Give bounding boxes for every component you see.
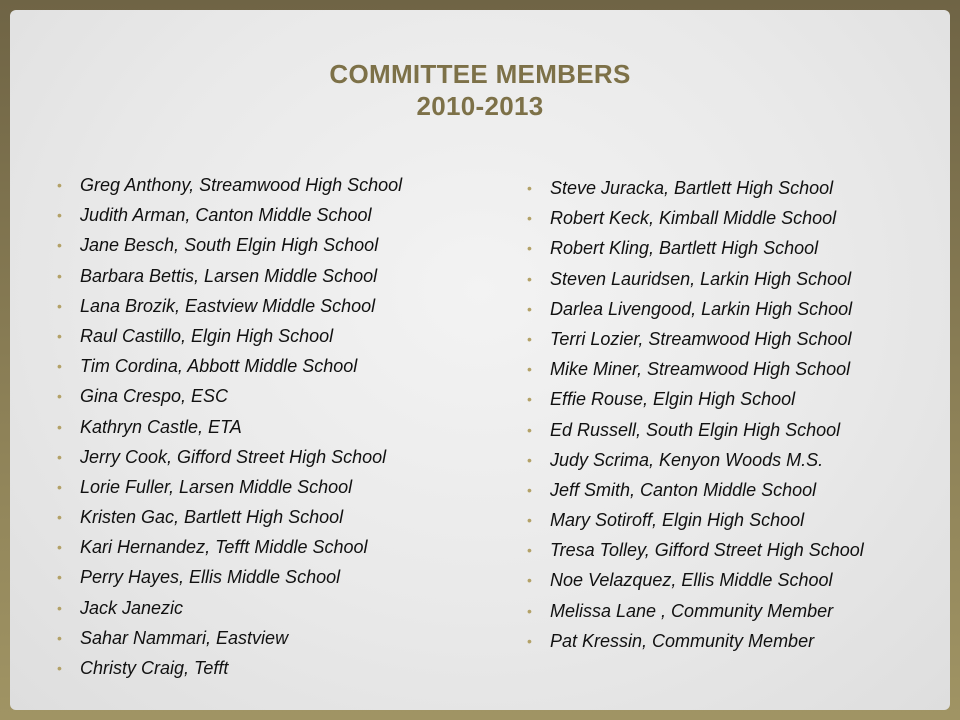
member-name: Judith Arman, Canton Middle School bbox=[80, 205, 372, 226]
member-list-right bbox=[524, 173, 944, 656]
member-item bbox=[54, 593, 484, 623]
bullet-icon: • bbox=[57, 448, 62, 465]
bullet-icon: • bbox=[527, 180, 532, 196]
member-item bbox=[524, 596, 944, 626]
bullet-icon: • bbox=[527, 451, 532, 468]
member-item bbox=[524, 264, 944, 294]
bullet-icon: • bbox=[57, 509, 62, 526]
member-item bbox=[54, 502, 484, 532]
member-item bbox=[54, 653, 484, 683]
member-item bbox=[524, 354, 944, 384]
member-name: Pat Kressin, Community Member bbox=[550, 630, 815, 651]
member-name: Barbara Bettis, Larsen Middle School bbox=[80, 265, 378, 286]
member-item bbox=[524, 415, 944, 445]
bullet-icon: • bbox=[57, 177, 62, 193]
member-name: Steven Lauridsen, Larkin High School bbox=[550, 268, 852, 289]
member-item bbox=[54, 412, 484, 442]
bullet-icon: • bbox=[57, 599, 62, 616]
member-name: Effie Rouse, Elgin High School bbox=[550, 389, 796, 410]
bullet-icon: • bbox=[57, 358, 62, 375]
member-name: Ed Russell, South Elgin High School bbox=[550, 419, 841, 440]
member-item bbox=[54, 562, 484, 592]
bullet-icon: • bbox=[527, 421, 532, 438]
member-name: Mike Miner, Streamwood High School bbox=[550, 359, 851, 380]
member-item bbox=[54, 442, 484, 472]
bullet-icon: • bbox=[527, 300, 532, 317]
member-item bbox=[524, 324, 944, 354]
bullet-icon: • bbox=[527, 330, 532, 347]
member-item bbox=[524, 505, 944, 535]
bullet-icon: • bbox=[57, 267, 62, 284]
member-item bbox=[54, 623, 484, 653]
bullet-icon: • bbox=[57, 478, 62, 495]
member-item bbox=[54, 261, 484, 291]
member-name: Lana Brozik, Eastview Middle School bbox=[80, 295, 376, 316]
member-name: Steve Juracka, Bartlett High School bbox=[550, 178, 834, 198]
member-name: Melissa Lane , Community Member bbox=[550, 600, 834, 621]
member-item bbox=[54, 472, 484, 502]
member-item bbox=[524, 565, 944, 595]
member-name: Robert Keck, Kimball Middle School bbox=[550, 208, 837, 229]
bullet-icon: • bbox=[527, 391, 532, 408]
bullet-icon: • bbox=[527, 602, 532, 619]
bullet-icon: • bbox=[527, 240, 532, 257]
bullet-icon: • bbox=[527, 361, 532, 378]
member-name: Robert Kling, Bartlett High School bbox=[550, 238, 819, 259]
member-name: Judy Scrima, Kenyon Woods M.S. bbox=[550, 449, 824, 470]
member-name: Perry Hayes, Ellis Middle School bbox=[80, 567, 341, 588]
member-item bbox=[54, 321, 484, 351]
member-item bbox=[524, 233, 944, 263]
bullet-icon: • bbox=[57, 237, 62, 254]
bullet-icon: • bbox=[57, 660, 62, 676]
title-line-1: COMMITTEE MEMBERS bbox=[329, 59, 631, 89]
member-item bbox=[54, 381, 484, 411]
member-item bbox=[524, 535, 944, 565]
bullet-icon: • bbox=[57, 629, 62, 646]
member-name: Sahar Nammari, Eastview bbox=[80, 627, 289, 648]
member-name: Jerry Cook, Gifford Street High School bbox=[80, 446, 387, 467]
member-name: Jeff Smith, Canton Middle School bbox=[550, 479, 817, 500]
title-line-2: 2010-2013 bbox=[416, 91, 544, 121]
member-item bbox=[54, 291, 484, 321]
member-item bbox=[524, 173, 944, 203]
member-item bbox=[524, 294, 944, 324]
bullet-icon: • bbox=[57, 388, 62, 405]
member-name: Terri Lozier, Streamwood High School bbox=[550, 328, 852, 349]
slide bbox=[10, 10, 950, 710]
bullet-icon: • bbox=[527, 512, 532, 529]
member-item bbox=[54, 532, 484, 562]
member-name: Christy Craig, Tefft bbox=[80, 658, 229, 678]
member-item bbox=[54, 230, 484, 260]
bullet-icon: • bbox=[57, 539, 62, 556]
member-item bbox=[524, 475, 944, 505]
member-list-left bbox=[54, 170, 484, 683]
bullet-icon: • bbox=[527, 210, 532, 227]
bullet-icon: • bbox=[527, 542, 532, 559]
bullet-icon: • bbox=[527, 632, 532, 649]
member-item bbox=[524, 626, 944, 656]
member-name: Darlea Livengood, Larkin High School bbox=[550, 298, 853, 319]
member-name: Kari Hernandez, Tefft Middle School bbox=[80, 537, 368, 558]
member-item bbox=[524, 203, 944, 233]
member-name: Raul Castillo, Elgin High School bbox=[80, 325, 334, 346]
member-name: Kristen Gac, Bartlett High School bbox=[80, 507, 344, 528]
bullet-icon: • bbox=[57, 569, 62, 586]
member-name: Noe Velazquez, Ellis Middle School bbox=[550, 570, 833, 591]
member-item bbox=[524, 384, 944, 414]
member-item bbox=[524, 445, 944, 475]
bullet-icon: • bbox=[57, 207, 62, 224]
slide-title bbox=[10, 58, 950, 122]
member-name: Lorie Fuller, Larsen Middle School bbox=[80, 476, 353, 497]
member-name: Jane Besch, South Elgin High School bbox=[80, 235, 379, 256]
member-name: Gina Crespo, ESC bbox=[80, 386, 229, 407]
bullet-icon: • bbox=[527, 270, 532, 287]
bullet-icon: • bbox=[527, 481, 532, 498]
bullet-icon: • bbox=[57, 297, 62, 314]
member-name: Tim Cordina, Abbott Middle School bbox=[80, 356, 358, 377]
member-name: Jack Janezic bbox=[80, 597, 184, 618]
bullet-icon: • bbox=[57, 327, 62, 344]
member-name: Kathryn Castle, ETA bbox=[80, 416, 242, 437]
member-item bbox=[54, 351, 484, 381]
member-name: Tresa Tolley, Gifford Street High School bbox=[550, 540, 864, 561]
bullet-icon: • bbox=[527, 572, 532, 589]
member-name: Mary Sotiroff, Elgin High School bbox=[550, 510, 805, 531]
member-name: Greg Anthony, Streamwood High School bbox=[80, 175, 403, 195]
member-item bbox=[54, 200, 484, 230]
bullet-icon: • bbox=[57, 418, 62, 435]
member-item bbox=[54, 170, 484, 200]
